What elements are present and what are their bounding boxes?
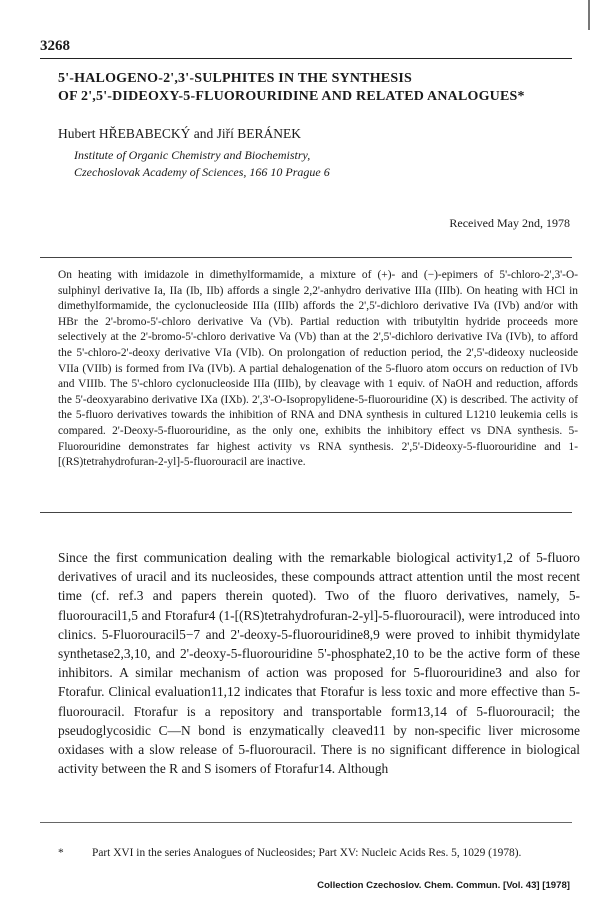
header-rule <box>40 58 572 59</box>
abstract: On heating with imidazole in dimethylformamide, a mixture of (+)- and (−)-epimers of 5'-chloro-2',3'-O-sulphinyl derivative Ia, IIa (Ib, IIb) affords a single 2,2'-anhydro derivative IIIa (IIIb). On heating with HCl in dimethylformamide, the cyclonucleoside IIIa (IIIb) affords the 2',5'-dichloro derivative IVa (IVb) and/or with HBr the 2'-bromo-5'-chloro derivative Va (Vb). Partial reduction with tributyltin hydride proceeds more selectively at the 2'-bromo-5'-chloro derivative Va (Vb) than at the 2',5'-dichloro derivative IVa (IVb), to afford the 5'-chloro-2'-deoxy derivative VIa (VIb). On prolongation of reduction period, the 2',5'-dideoxy nucleoside VIIa (VIIb) is formed from IVa (IVb). A partial dehalogenation of the 5-fluoro atom occurs on reduction of IVb and VIIIb. The 5'-chloro cyclonucleoside IIIa (IIIb), by cleavage with 1 equiv. of NaOH and reduction, affords the 5'-deoxyarabino derivative IXa (IXb). 2',3'-O-Isopropylidene-5-fluorouridine (X) is described. The activity of the 5-fluoro derivatives towards the inhibition of RNA and DNA synthesis in cultured L1210 leukemia cells is compared. 2'-Deoxy-5-fluorouridine, as the only one, exhibits the inhibitory effect vs DNA synthesis. 5-Fluorouridine demonstrates far highest activity vs RNA synthesis. 2',5'-Dideoxy-5-fluorouridine and 1-[(RS)tetrahydrofuran-2-yl]-5-fluorouracil are inactive. <box>58 269 578 469</box>
abstract-top-rule <box>40 257 572 258</box>
affiliation-line-1: Institute of Organic Chemistry and Biochemistry, <box>74 148 311 162</box>
scan-edge-mark <box>588 0 590 30</box>
authors: Hubert HŘEBABECKÝ and Jiří BERÁNEK <box>58 126 301 141</box>
footnote <box>58 847 588 859</box>
footnote-rule <box>40 822 572 823</box>
affiliation <box>74 147 330 181</box>
page-number: 3268 <box>40 38 70 54</box>
affiliation-line-2: Czechoslovak Academy of Sciences, 166 10 Prague 6 <box>74 165 330 179</box>
received-date: Received May 2nd, 1978 <box>449 216 570 230</box>
title-line-1: 5'-HALOGENO-2',3'-SULPHITES IN THE SYNTHESIS <box>58 71 412 86</box>
article-title <box>58 70 578 106</box>
footnote-mark: * <box>58 847 64 859</box>
footnote-text: Part XVI in the series Analogues of Nucleosides; Part XV: Nucleic Acids Res. 5, 1029 (1978). <box>92 847 522 859</box>
abstract-bottom-rule <box>40 512 572 513</box>
title-line-2: OF 2',5'-DIDEOXY-5-FLUOROURIDINE AND RELATED ANALOGUES* <box>58 89 525 104</box>
body-text: Since the first communication dealing with the remarkable biological activity1,2 of 5-fluoro derivatives of uracil and its nucleosides, these compounds attract attention until the most recent time (cf. ref.3 and papers therein quoted). Two of the fluoro derivatives, namely, 5-fluorouracil1,5 and Ftorafur4 (1-[(RS)tetrahydrofuran-2-yl]-5-fluorouracil), were introduced into clinics. 5-Fluorouracil5−7 and 2'-deoxy-5-fluorouridine8,9 were proved to inhibit thymidylate synthetase2,3,10, and 2'-deoxy-5-fluorouridine 5'-phosphate2,10 to be the active form of these inhibitors. A similar mechanism of action was proposed for 5-fluorouridine3 and also for Ftorafur. Clinical evaluation11,12 indicates that Ftorafur is less toxic and more effective than 5-fluorouracil. Ftorafur is a repository and transportable form13,14 of 5-fluorouracil; the pseudoglycosidic C—N bond is enzymatically cleaved11 by non-specific liver microsome oxidases with a slow release of 5-fluorouracil. There is no significant difference in biological activity between the R and S isomers of Ftorafur14. Although <box>58 550 580 777</box>
journal-citation: Collection Czechoslov. Chem. Commun. [Vol. 43] [1978] <box>317 880 570 891</box>
